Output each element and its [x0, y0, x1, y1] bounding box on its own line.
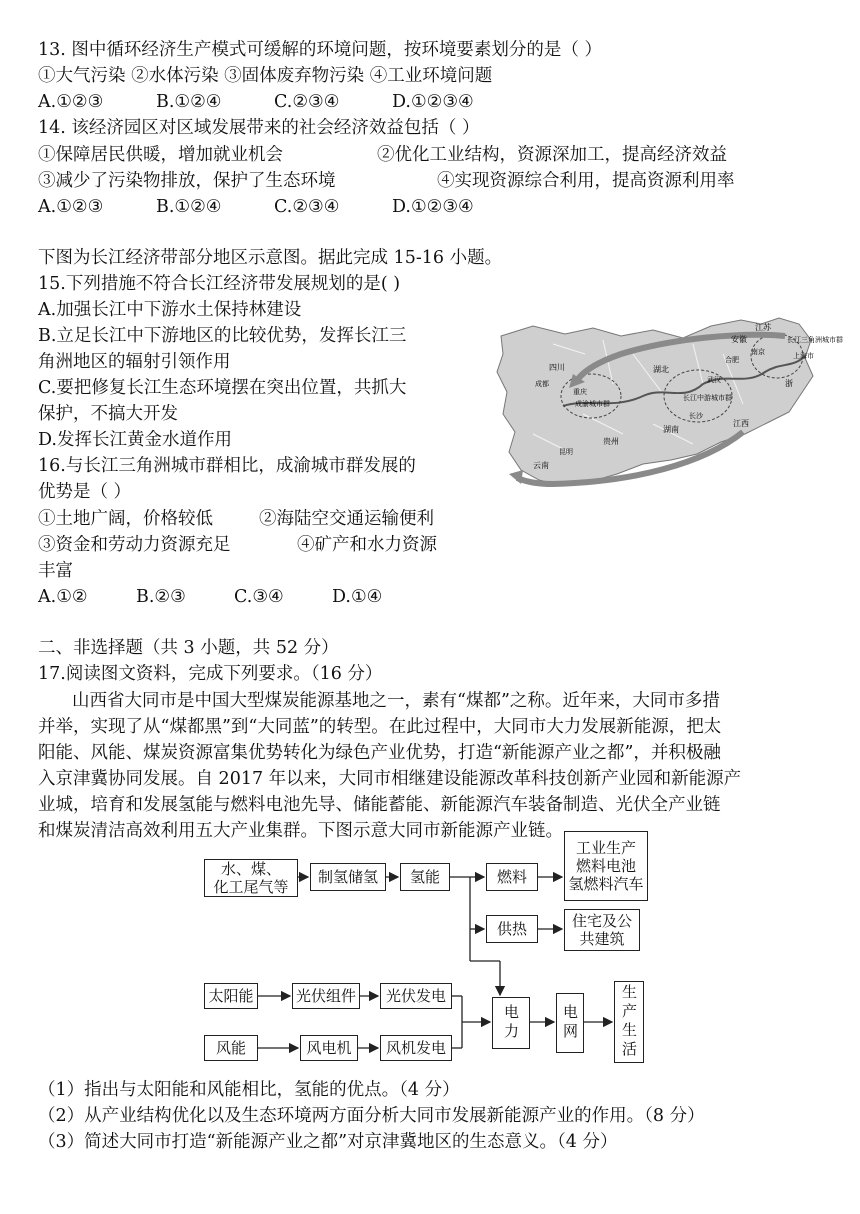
map-label-sichuan: 四川 [549, 363, 565, 372]
q13-opt-2: ②水体污染 [131, 66, 219, 86]
q17-sub-1: （1）指出与太阳能和风能相比，氢能的优点。（4 分） [38, 1080, 460, 1100]
q15-option-d: D.发挥长江黄金水道作用 [38, 430, 232, 450]
q14-choices [38, 195, 474, 219]
flow-box-turbine: 风电机 [300, 1035, 358, 1061]
map-label-middle: 长江中游城市群 [683, 394, 732, 402]
q17-para-line5: 业城，培育和发展氢能与燃料电池先导、储能蓄能、新能源汽车装备制造、光伏全产业链 [38, 795, 721, 815]
map-label-changsha: 长沙 [689, 412, 703, 420]
q15-option-c-line2: 保护，不搞大开发 [38, 404, 178, 424]
q14-opt-4: ④实现资源综合利用，提高资源利用率 [437, 171, 735, 191]
q16-opt-3: ③资金和劳动力资源充足 [38, 535, 231, 555]
flow-source-line1: 水、煤、 [220, 860, 281, 878]
q14-choice-c: C.②③④ [274, 197, 340, 217]
q17-stem: 17.阅读图文资料，完成下列要求。（16 分） [38, 664, 383, 684]
q16-choice-d: D.①④ [332, 587, 383, 607]
q13-choices [38, 90, 474, 114]
flow-buildings-line2: 共建筑 [579, 930, 625, 948]
flow-box-grid: 电网 [556, 993, 584, 1053]
q14-opt-3: ③减少了污染物排放，保护了生态环境 [38, 171, 336, 191]
q15-option-b-line1: B.立足长江中下游地区的比较优势，发挥长江三 [38, 326, 407, 346]
section-2-heading: 二、非选择题（共 3 小题，共 52 分） [38, 638, 339, 658]
q16-stem-line2: 优势是（ ） [38, 482, 132, 502]
q17-sub-2: （2）从产业结构优化以及生态环境两方面分析大同市发展新能源产业的作用。（8 分） [38, 1106, 705, 1126]
flow-box-buildings [564, 909, 640, 951]
yangtze-economic-belt-map [493, 314, 843, 502]
map-label-yunnan: 云南 [533, 461, 549, 470]
map-label-kunming: 昆明 [559, 448, 573, 456]
map-label-shanghai: 上海市 [793, 352, 814, 360]
q14-choice-a: A.①②③ [38, 197, 104, 217]
flow-buildings-line1: 住宅及公 [571, 912, 632, 930]
q17-para-line2: 并举，实现了从“煤都黑”到“大同蓝”的转型。在此过程中，大同市大力发展新能源，把太 [38, 717, 722, 737]
q13-choice-a: A.①②③ [38, 92, 104, 112]
q17-para-line3: 阳能、风能、煤炭资源富集优势转化为绿色产业优势，打造“新能源产业之都”，并积极融 [38, 743, 721, 763]
q15-option-a: A.加强长江中下游水土保持林建设 [38, 300, 302, 320]
flow-box-wind-power: 风机发电 [380, 1035, 452, 1061]
q17-sub-3: （3）简述大同市打造“新能源产业之都”对京津冀地区的生态意义。（4 分） [38, 1132, 618, 1152]
flow-use-h2-car: 氢燃料汽车 [568, 875, 644, 893]
flow-box-hydrogen-uses [564, 831, 648, 901]
flow-box-h2-production: 制氢储氢 [310, 863, 386, 891]
q17-para-line6: 和煤炭清洁高效利用五大产业集群。下图示意大同市新能源产业链。 [38, 821, 563, 841]
q14-stem: 14. 该经济园区对区域发展带来的社会经济效益包括（ ） [38, 118, 480, 138]
q16-choice-b: B.②③ [136, 587, 186, 607]
flow-box-pv-module: 光伏组件 [292, 983, 360, 1009]
q16-opt-1: ①土地广阔，价格较低 [38, 509, 213, 529]
map-label-nanjing: 南京 [751, 348, 765, 356]
map-label-jiangxi: 江西 [733, 419, 749, 428]
map-label-guizhou: 贵州 [603, 437, 619, 446]
q14-opt-2: ②优化工业结构，资源深加工，提高经济效益 [377, 145, 727, 165]
q16-stem-line1: 16.与长江三角洲城市群相比，成渝城市群发展的 [38, 456, 416, 476]
q15-option-c-line1: C.要把修复长江生态环境摆在突出位置，共抓大 [38, 378, 407, 398]
map-label-chengyu: 成渝城市群 [575, 400, 610, 408]
map-label-anhui: 安徽 [731, 335, 747, 344]
map-label-hunan: 湖南 [663, 425, 679, 434]
q13-choice-d: D.①②③④ [392, 92, 474, 112]
flow-box-hydrogen: 氢能 [400, 863, 450, 891]
q15-stem: 15.下列措施不符合长江经济带发展规划的是( ) [38, 274, 401, 294]
map-label-zhejiang: 浙 [785, 379, 793, 388]
q13-opt-4: ④工业环境问题 [369, 66, 493, 86]
q13-stem: 13. 图中循环经济生产模式可缓解的环境问题，按环境要素划分的是（ ） [38, 40, 602, 60]
q17-para-line1: 山西省大同市是中国大型煤炭能源基地之一，素有“煤都”之称。近年来，大同市多措 [72, 691, 720, 711]
q16-opt-2: ②海陆空交通运输便利 [259, 509, 434, 529]
flow-box-electricity: 电力 [492, 997, 530, 1049]
q13-choice-c: C.②③④ [274, 92, 340, 112]
flow-box-wind: 风能 [204, 1035, 258, 1061]
new-energy-industry-chain-diagram [200, 829, 650, 1064]
flow-use-industry: 工业生产 [575, 839, 636, 857]
map-label-wuhan: 武汉 [707, 376, 721, 384]
flow-box-solar: 太阳能 [204, 983, 258, 1009]
map-label-delta: 长江三角洲城市群 [787, 336, 843, 344]
flow-use-fuel-cell: 燃料电池 [575, 857, 636, 875]
map-label-jiangsu: 江苏 [755, 323, 771, 332]
q14-choice-d: D.①②③④ [392, 197, 474, 217]
q16-choices [38, 585, 382, 609]
q15-option-b-line2: 角洲地区的辐射引领作用 [38, 352, 231, 372]
flow-box-production-life: 生产生活 [614, 981, 644, 1063]
q13-opt-3: ③固体废弃物污染 [224, 66, 365, 86]
q16-opt-4: ④矿产和水力资源 [297, 535, 437, 555]
flow-box-source [204, 859, 298, 897]
q16-choice-a: A.①② [38, 587, 88, 607]
q17-para-line4: 入京津冀协同发展。自 2017 年以来，大同市相继建设能源改革科技创新产业园和新能源产 [38, 769, 742, 789]
q16-choice-c: C.③④ [234, 587, 284, 607]
flow-box-heating: 供热 [486, 915, 538, 943]
q15-16-intro: 下图为长江经济带部分地区示意图。据此完成 15-16 小题。 [38, 248, 503, 268]
map-label-chengdu: 成都 [535, 380, 549, 388]
q13-choice-b: B.①②④ [156, 92, 222, 112]
flow-box-fuel: 燃料 [486, 863, 538, 891]
q14-choice-b: B.①②④ [156, 197, 222, 217]
map-label-chongqing: 重庆 [573, 388, 587, 396]
q14-opt-1: ①保障居民供暖，增加就业机会 [38, 145, 283, 165]
flow-box-pv-power: 光伏发电 [380, 983, 452, 1009]
q13-opt-1: ①大气污染 [38, 66, 126, 86]
flow-source-line2: 化工尾气等 [213, 878, 289, 896]
q16-opt-4-cont: 丰富 [38, 561, 73, 581]
map-label-hubei: 湖北 [653, 365, 669, 374]
map-label-hefei: 合肥 [725, 356, 739, 364]
q13-options [38, 64, 492, 88]
